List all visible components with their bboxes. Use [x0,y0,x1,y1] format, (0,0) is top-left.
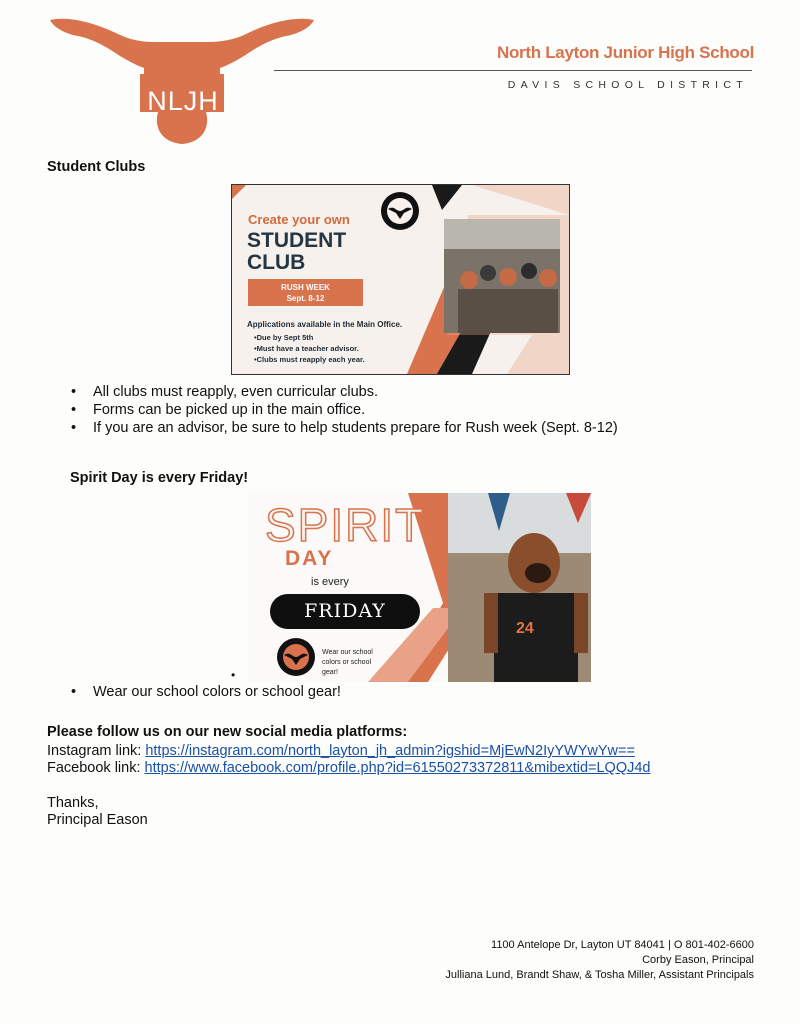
club-requirement: • Due by Sept 5th [254,332,365,343]
footer-address: 1100 Antelope Dr, Layton UT 84041 | O 801-402-6600 [491,939,754,951]
facebook-label: Facebook link: [47,760,145,776]
spirit-flyer-note: Wear our school colors or school gear! [322,649,373,676]
rush-week-dates: Sept. 8-12 [286,294,325,303]
club-title-line1: STUDENT [247,229,347,252]
closing-signature: Principal Eason [47,812,148,828]
spirit-bullet-list [47,683,767,701]
social-heading: Please follow us on our new social media platforms: [47,724,408,740]
club-flyer-subtitle: Create your own [248,212,350,227]
list-item: • Forms can be picked up in the main office. [47,401,767,419]
instagram-label: Instagram link: [47,743,146,759]
clubs-heading: Student Clubs [47,159,146,175]
student-club-flyer [231,184,570,375]
facebook-link[interactable]: https://www.facebook.com/profile.php?id=61550273372811&mibextid=LQQJ4d [144,760,651,776]
logo-text: NLJH [147,86,219,116]
club-title-line2: CLUB [247,251,306,274]
club-requirement: • Must have a teacher advisor. [254,343,365,354]
district-name: DAVIS SCHOOL DISTRICT [507,79,748,91]
facebook-line [47,760,650,776]
clubs-bullet-list [47,383,767,437]
instagram-line [47,743,635,759]
club-requirement: • Clubs must reapply each year. [254,354,365,365]
list-item: • If you are an advisor, be sure to help students prepare for Rush week (Sept. 8-12) [47,419,767,437]
friday-pill: FRIDAY [270,594,420,629]
instagram-link[interactable]: https://instagram.com/north_layton_jh_admin?igshid=MjEwN2IyYWYwYw== [145,743,635,759]
svg-text:24: 24 [516,620,534,637]
club-flyer-title [247,230,387,274]
stray-bullet-icon: • [231,668,236,682]
is-every-text: is every [311,576,349,588]
spirit-word: SPIRIT [265,499,426,551]
club-applications-note: Applications available in the Main Office. [247,320,403,329]
spirit-day-flyer [248,493,591,682]
footer-assistants: Julliana Lund, Brandt Shaw, & Tosha Miller, Assistant Principals [445,969,754,981]
list-item: • Wear our school colors or school gear! [47,683,767,701]
list-item: • All clubs must reapply, even curricular clubs. [47,383,767,401]
day-word: DAY [285,547,334,570]
header-divider [274,70,752,71]
spirit-heading: Spirit Day is every Friday! [70,470,249,486]
closing-thanks: Thanks, [47,795,99,811]
rush-week-badge [248,279,363,306]
rush-week-label: RUSH WEEK [281,283,330,292]
club-requirements-list [254,332,365,365]
footer [445,938,754,983]
school-name: North Layton Junior High School [496,43,754,62]
footer-principal: Corby Eason, Principal [642,954,754,966]
longhorn-logo [48,12,316,152]
